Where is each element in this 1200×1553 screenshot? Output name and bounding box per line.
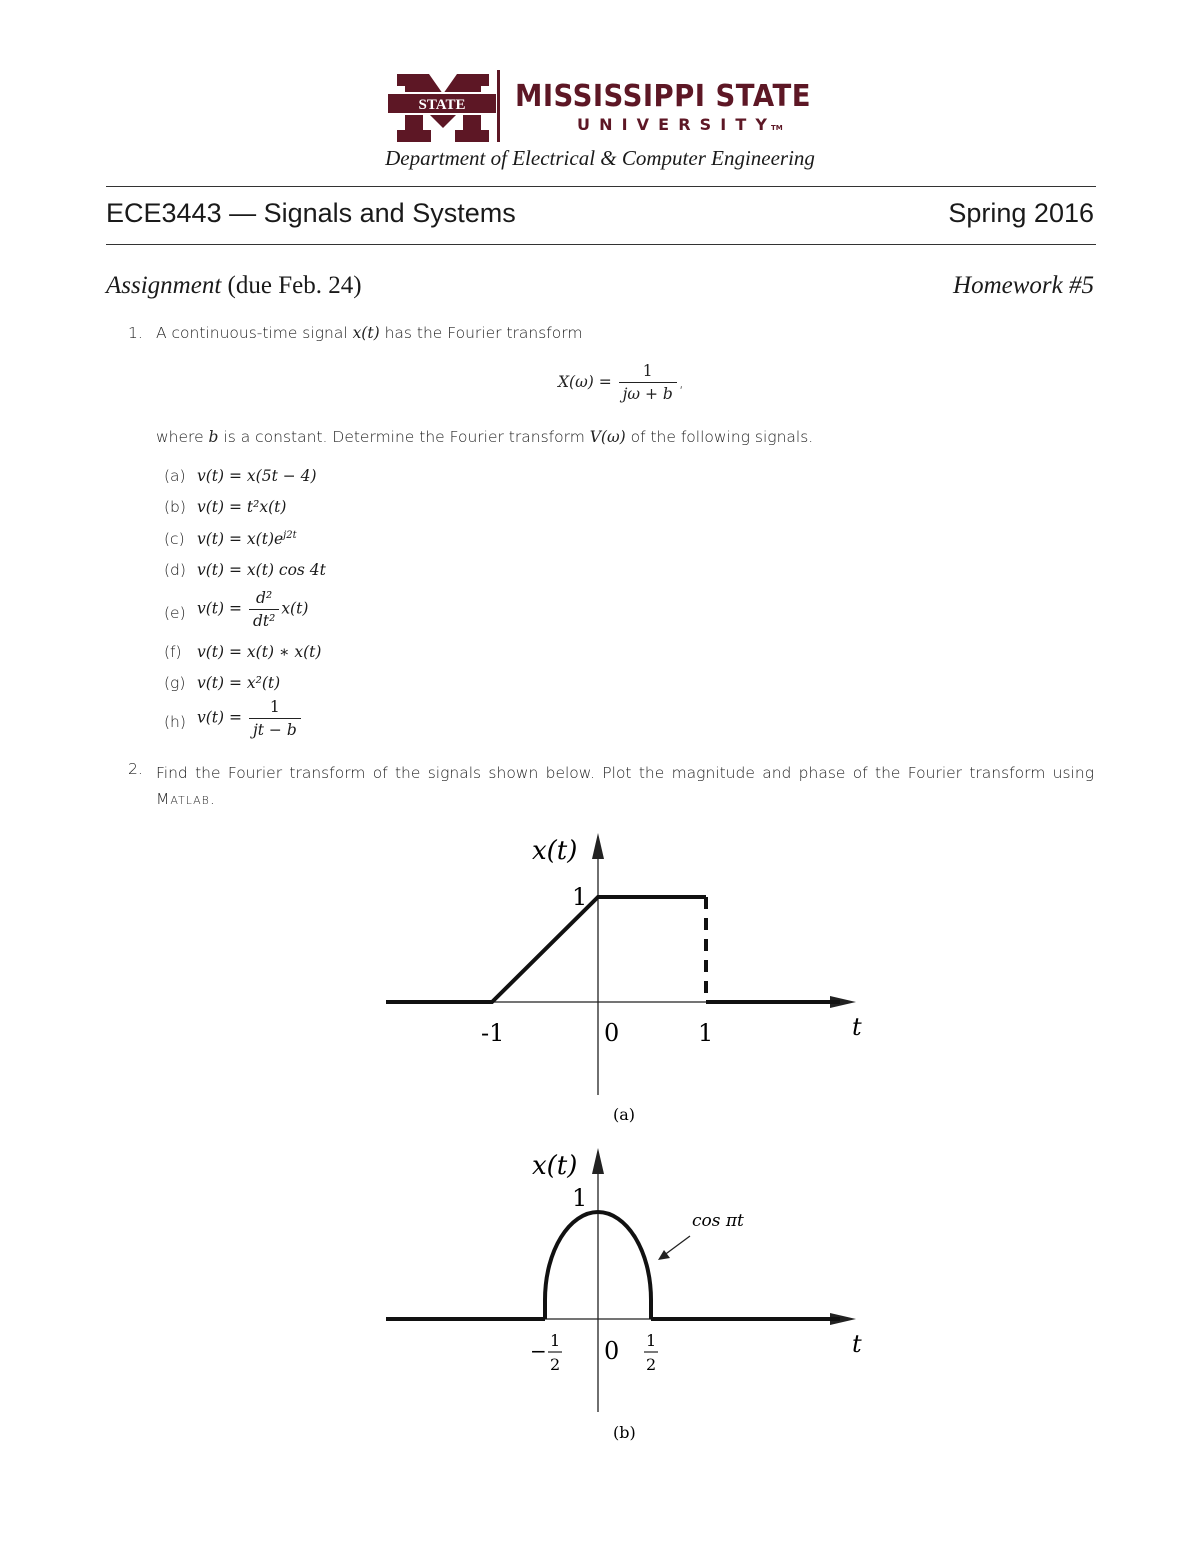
item-h-fraction <box>249 698 301 739</box>
problem-2-period: . <box>209 790 215 808</box>
item-a-label: (a) <box>164 467 186 485</box>
fig-a-xlabel: t <box>852 1013 862 1041</box>
logo-divider <box>497 70 500 142</box>
item-e-den: dt² <box>252 612 276 630</box>
item-e-rhs: x(t) <box>281 599 309 618</box>
fig-b-tick-pos-den: 2 <box>646 1355 657 1374</box>
fig-b-caption: (b) <box>613 1423 636 1442</box>
item-c-label: (c) <box>164 530 185 548</box>
item-d-expr: v(t) = x(t) cos 4t <box>197 561 326 579</box>
fig-b-tick-0: 0 <box>604 1337 620 1365</box>
item-e-num: d² <box>249 589 279 610</box>
fig-a-signal <box>386 897 706 1002</box>
problem-1-number: 1. <box>128 324 143 342</box>
header-rule-top <box>106 186 1096 187</box>
logo-wordmark: MISSISSIPPI STATE <box>515 79 811 114</box>
problem-2-number: 2. <box>128 760 143 778</box>
logo-trademark: TM <box>771 124 783 132</box>
where-text-3: of the following signals. <box>625 428 814 446</box>
item-b-expr: v(t) = t²x(t) <box>197 498 287 516</box>
fig-b-curve-label: cos πt <box>692 1211 744 1231</box>
item-c-base: v(t) = x(t)e <box>197 530 284 549</box>
logo-badge-text: STATE <box>418 97 466 113</box>
item-h-den: jt − b <box>252 721 297 739</box>
where-text-1: where <box>156 428 209 446</box>
item-d-label: (d) <box>164 561 186 579</box>
item-c-expr <box>197 530 297 548</box>
item-e-label: (e) <box>164 604 186 622</box>
fig-a-caption: (a) <box>613 1105 636 1124</box>
item-g-expr: v(t) = x²(t) <box>197 674 281 692</box>
equation-fraction <box>619 362 677 403</box>
due-date: (due Feb. 24) <box>227 272 362 299</box>
item-c-exponent: j2t <box>283 530 297 541</box>
header-rule-bottom <box>106 244 1096 245</box>
problem-2-body: Find the Fourier transform of the signals shown below. Plot the magnitude and phase of the Fourier transform using <box>156 764 1094 782</box>
constant-b: b <box>208 428 219 446</box>
assignment-heading <box>106 272 362 300</box>
fig-a-tick-0: 0 <box>604 1019 620 1047</box>
problem-1-intro <box>156 324 582 342</box>
fig-a-tick-1: 1 <box>698 1019 714 1047</box>
item-h-label: (h) <box>164 713 186 731</box>
item-h-expr <box>197 698 303 739</box>
fig-b-peak-label: 1 <box>572 1184 588 1212</box>
where-text-2: is a constant. Determine the Fourier transform <box>218 428 590 446</box>
fig-a-peak-label: 1 <box>572 883 588 911</box>
item-h-num: 1 <box>249 698 301 719</box>
item-f-label: (f) <box>164 643 182 661</box>
fig-b-tick-neg-den: 2 <box>550 1355 561 1374</box>
figure-b <box>380 1140 880 1445</box>
fig-a-tick-neg1: -1 <box>481 1019 505 1047</box>
fig-b-tick-neg-num: 1 <box>550 1331 561 1350</box>
transform-V: V(ω) <box>589 428 626 446</box>
term: Spring 2016 <box>948 198 1094 228</box>
item-h-lhs: v(t) = <box>197 708 242 727</box>
fig-b-tick-neg-sign: − <box>530 1339 547 1363</box>
equation-denominator: jω + b <box>622 385 673 403</box>
item-b-label: (b) <box>164 498 186 516</box>
equation-lhs: X(ω) = <box>558 373 612 391</box>
fig-a-y-arrow <box>592 833 604 859</box>
fig-b-y-arrow <box>592 1148 604 1174</box>
intro-text-start: A continuous-time signal <box>156 324 353 342</box>
problem-2-text <box>156 760 1094 812</box>
intro-text-end: has the Fourier transform <box>379 324 583 342</box>
problem-1-where <box>156 428 813 446</box>
item-a-expr: v(t) = x(5t − 4) <box>197 467 317 485</box>
matlab-word: Matlab <box>156 790 210 808</box>
fig-b-ylabel: x(t) <box>532 1151 578 1181</box>
figure-a <box>380 825 880 1130</box>
item-e-lhs: v(t) = <box>197 599 242 618</box>
equation-comma: , <box>678 373 684 391</box>
fig-b-tick-pos-num: 1 <box>646 1331 657 1350</box>
logo-subtext: UNIVERSITY <box>577 115 767 134</box>
fig-b-xlabel: t <box>852 1330 862 1358</box>
signal-x: x(t) <box>352 324 380 342</box>
course-title: ECE3443 — Signals and Systems <box>106 198 516 228</box>
fourier-equation <box>558 362 684 403</box>
department-name: Department of Electrical & Computer Engineering <box>385 146 815 170</box>
item-f-expr: v(t) = x(t) ∗ x(t) <box>197 643 322 661</box>
fig-b-annotation-line <box>663 1236 690 1256</box>
equation-numerator: 1 <box>619 362 677 383</box>
item-g-label: (g) <box>164 674 186 692</box>
item-e-expr <box>197 589 308 630</box>
fig-a-ylabel: x(t) <box>532 836 578 866</box>
assignment-label: Assignment <box>106 272 222 299</box>
homework-number: Homework #5 <box>953 272 1094 299</box>
msu-m-mark <box>387 74 497 142</box>
msu-logo <box>385 68 825 146</box>
item-e-fraction <box>249 589 279 630</box>
